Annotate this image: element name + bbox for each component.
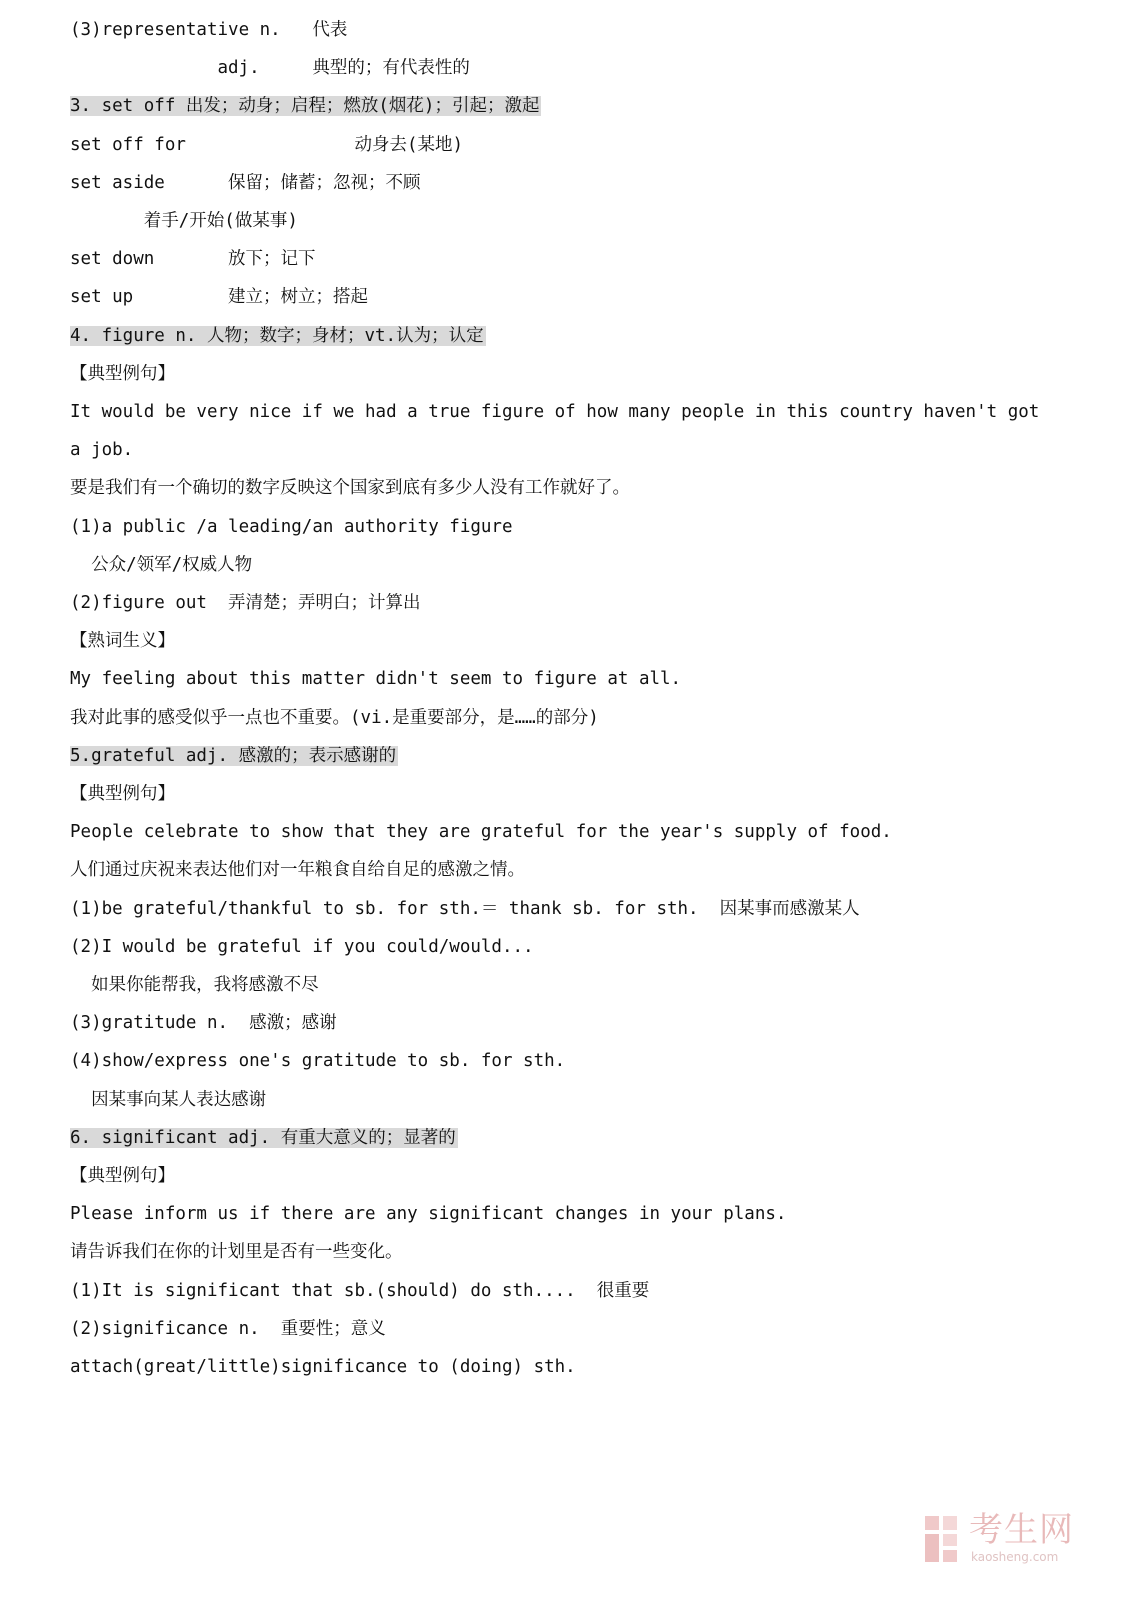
text-line xyxy=(70,1314,386,1344)
text-line xyxy=(70,664,681,694)
text-line xyxy=(70,817,892,847)
line-text: (2)figure out 弄清楚；弄明白；计算出 xyxy=(70,593,421,613)
text-line xyxy=(70,1046,565,1076)
line-text: (2)significance n. 重要性；意义 xyxy=(70,1318,386,1339)
text-line xyxy=(70,894,860,924)
line-text: It would be very nice if we had a true figure of how many people in this country haven't got xyxy=(70,402,1040,422)
text-line xyxy=(70,1008,337,1038)
line-text: 请告诉我们在你的计划里是否有一些变化。 xyxy=(70,1242,403,1263)
text-line xyxy=(70,1237,403,1267)
text-line xyxy=(70,970,319,1000)
watermark-brand-cn: 考生网 xyxy=(969,1510,1074,1550)
text-line xyxy=(70,1161,175,1191)
section-heading: 5.grateful adj. 感激的；表示感谢的 xyxy=(70,745,397,766)
text-line xyxy=(70,512,513,542)
line-text: (4)show/express one's gratitude to sb. for sth. xyxy=(70,1051,566,1072)
text-line xyxy=(70,1276,649,1306)
text-line xyxy=(70,932,534,962)
line-text: (1)a public /a leading/an authority figure xyxy=(70,516,513,537)
line-text: 着手/开始(做某事) xyxy=(70,211,298,231)
text-line xyxy=(70,359,175,389)
line-text: a job. xyxy=(70,440,134,461)
line-text: set up 建立；树立；搭起 xyxy=(70,287,369,308)
section-heading: 4. figure n. 人物；数字；身材；vt.认为；认定 xyxy=(70,325,484,346)
text-line xyxy=(70,1352,576,1382)
line-text: 要是我们有一个确切的数字反映这个国家到底有多少人没有工作就好了。 xyxy=(70,478,630,499)
line-text: (3)representative n. 代表 xyxy=(70,20,348,40)
text-line xyxy=(70,206,298,236)
text-line xyxy=(70,91,541,121)
text-line xyxy=(70,53,470,83)
line-text: attach(great/little)significance to (doing) sth. xyxy=(70,1357,576,1377)
line-text: Please inform us if there are any significant changes in your plans. xyxy=(70,1204,787,1225)
text-line xyxy=(70,741,398,771)
line-text: adj. 典型的；有代表性的 xyxy=(70,58,470,79)
section-heading: 3. set off 出发；动身；启程；燃放(烟花)；引起；激起 xyxy=(70,96,540,117)
text-line xyxy=(70,321,486,351)
text-line xyxy=(70,1199,786,1229)
text-line xyxy=(70,397,1039,427)
section-heading: 6. significant adj. 有重大意义的；显著的 xyxy=(70,1127,456,1148)
text-line xyxy=(70,1123,458,1153)
line-text: 【典型例句】 xyxy=(70,1166,175,1186)
text-line xyxy=(70,855,525,885)
line-text: 【典型例句】 xyxy=(70,363,175,384)
text-line xyxy=(70,1085,266,1115)
kaosheng-logo-icon xyxy=(923,1514,963,1564)
line-text: My feeling about this matter didn't seem to figure at all. xyxy=(70,669,682,690)
line-text: 因某事向某人表达感谢 xyxy=(70,1089,267,1110)
line-text: 公众/领军/权威人物 xyxy=(70,554,253,575)
text-line xyxy=(70,779,175,809)
line-text: 人们通过庆祝来表达他们对一年粮食自给自足的感激之情。 xyxy=(70,860,525,881)
text-line xyxy=(70,435,133,465)
text-line xyxy=(70,282,368,312)
watermark xyxy=(923,1510,1093,1570)
text-line xyxy=(70,703,599,733)
text-line xyxy=(70,244,316,274)
line-text: (1)be grateful/thankful to sb. for sth.＝ thank sb. for sth. 因某事而感激某人 xyxy=(70,898,860,919)
text-line xyxy=(70,550,252,580)
text-line xyxy=(70,15,347,45)
line-text: 【熟词生义】 xyxy=(70,631,175,652)
line-text: (1)It is significant that sb.(should) do sth.... 很重要 xyxy=(70,1280,650,1301)
line-text: set off for 动身去(某地) xyxy=(70,134,464,155)
line-text: 【典型例句】 xyxy=(70,784,175,804)
text-line xyxy=(70,130,463,160)
line-text: People celebrate to show that they are grateful for the year's supply of food. xyxy=(70,822,892,843)
text-line xyxy=(70,626,175,656)
text-line xyxy=(70,473,630,503)
text-line xyxy=(70,588,421,618)
line-text: (2)I would be grateful if you could/would... xyxy=(70,936,534,957)
line-text: 我对此事的感受似乎一点也不重要。(vi.是重要部分，是……的部分) xyxy=(70,707,599,728)
line-text: 如果你能帮我，我将感激不尽 xyxy=(70,975,319,995)
text-line xyxy=(70,168,421,198)
line-text: set down 放下；记下 xyxy=(70,249,316,270)
watermark-brand-en: kaosheng.com xyxy=(971,1550,1059,1564)
line-text: set aside 保留；储蓄；忽视；不顾 xyxy=(70,172,421,193)
line-text: (3)gratitude n. 感激；感谢 xyxy=(70,1013,337,1034)
